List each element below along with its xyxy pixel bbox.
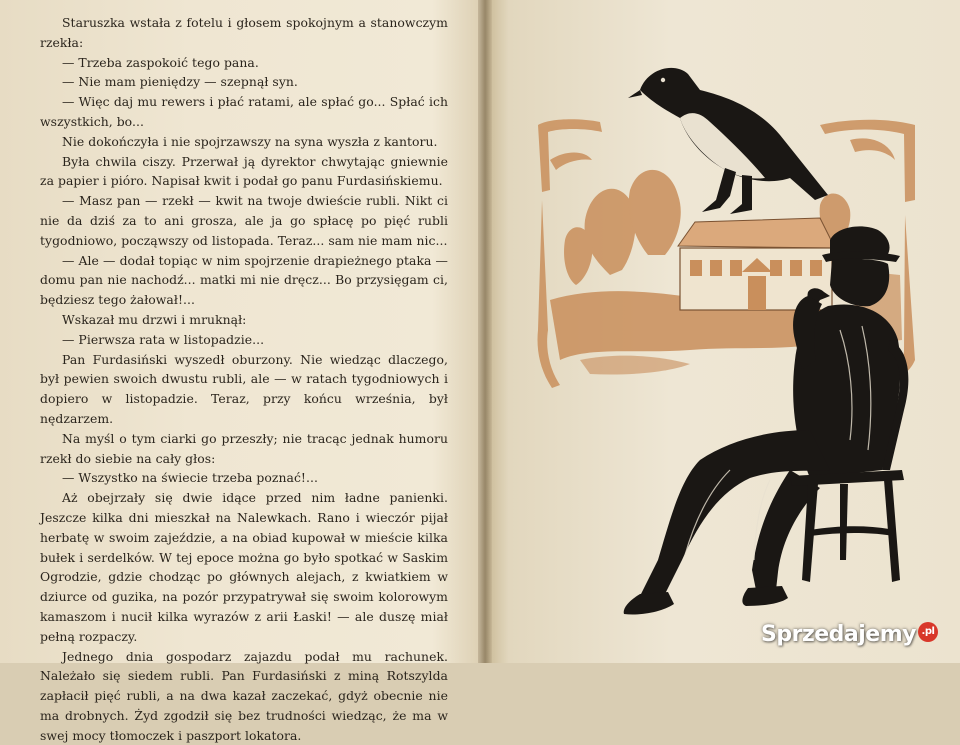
left-page <box>0 0 480 663</box>
paragraph: — Nie mam pieniędzy — szepnął syn. <box>40 72 448 92</box>
paragraph: Pan Furdasiński wyszedł oburzony. Nie wiedząc dlaczego, był pewien swoich dwustu rubli, ale — w ratach tygodniowych i dopiero w listopadzie. Teraz, przy końcu września, był nędzarzem. <box>40 350 448 429</box>
paragraph: Jednego dnia gospodarz zajazdu podał mu rachunek. Należało się siedem rubli. Pan Furdasiński z miną Rotszylda zapłacił pięć rubli, a na dwa kazał zaczekać, gdyż obecnie nie ma drobnych. Żyd zgodził się bez trudności wiedząc, że ma w swej mocy tłomoczek i paszport lokatora. <box>40 647 448 745</box>
text-block <box>40 13 448 745</box>
paragraph: — Ale — dodał topiąc w nim spojrzenie drapieżnego ptaka — domu pan nie nachodź... matki mi nie dręcz... Bo przysięgam ci, będziesz tego żałował!... <box>40 251 448 310</box>
paragraph: Aż obejrzały się dwie idące przed nim ładne panienki. Jeszcze kilka dni mieszkał na Nalewkach. Rano i wieczór pijał herbatę w swoim zajeździe, a na obiad kupował w mieście kilka bułek i serdelków. W tej epoce można go było spotkać w Saskim Ogrodzie, gdzie chodząc po głównych alejach, z kwiatkiem w dziurce od guzika, na pozór przypatrywał się swoim kolorowym kamaszom i nucił kilka wyrazów z arii Łaski! — ale duszę miał pełną rozpaczy. <box>40 488 448 646</box>
watermark-text: Sprzedajemy <box>761 622 916 647</box>
paragraph: — Więc daj mu rewers i płać ratami, ale spłać go... Spłać ich wszystkich, bo... <box>40 92 448 132</box>
watermark-suffix: .pl <box>918 622 938 642</box>
paragraph: — Masz pan — rzekł — kwit na twoje dwieście rubli. Nikt ci nie da dziś za to ani grosza, ale ja go spłacę po pięć rubli tygodniowo, począwszy od listopada. Teraz... sam nie mam nic... <box>40 191 448 250</box>
paragraph: Wskazał mu drzwi i mruknął: <box>40 310 448 330</box>
watermark-logo <box>761 622 938 647</box>
paragraph: Staruszka wstała z fotelu i głosem spokojnym a stanowczym rzekła: <box>40 13 448 53</box>
paragraph: — Pierwsza rata w listopadzie... <box>40 330 448 350</box>
paragraph: — Trzeba zaspokoić tego pana. <box>40 53 448 73</box>
right-page <box>490 0 960 663</box>
paragraph: Nie dokończyła i nie spojrzawszy na syna wyszła z kantoru. <box>40 132 448 152</box>
paragraph: Na myśl o tym ciarki go przeszły; nie tracąc jednak humoru rzekł do siebie na cały głos: <box>40 429 448 469</box>
crow-on-house-man-in-chair-illustration <box>490 0 960 663</box>
paragraph: — Wszystko na świecie trzeba poznać!... <box>40 468 448 488</box>
paragraph: Była chwila ciszy. Przerwał ją dyrektor chwytając gniewnie za papier i pióro. Napisał kwit i podał go panu Furdasińskiemu. <box>40 152 448 192</box>
